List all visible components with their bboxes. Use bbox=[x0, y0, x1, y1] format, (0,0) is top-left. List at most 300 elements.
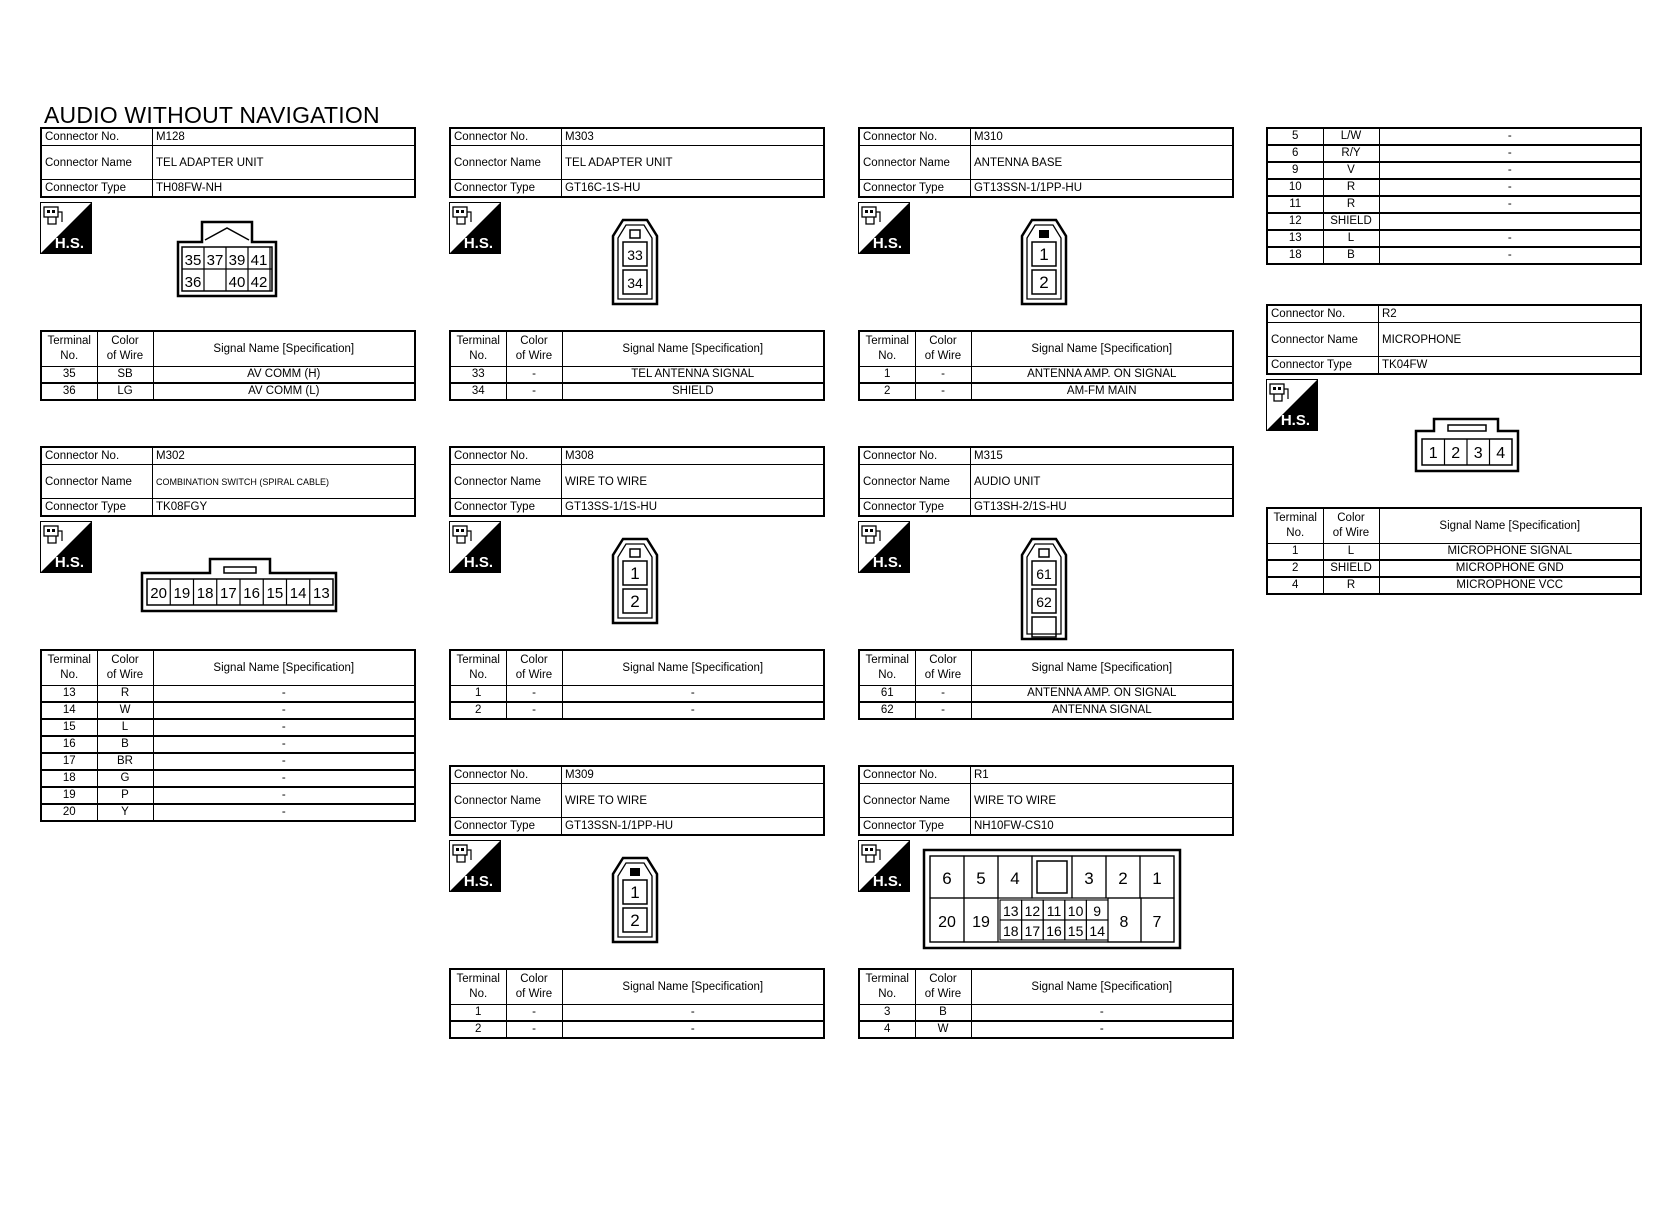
connector-no-label: Connector No. bbox=[859, 766, 971, 784]
wire-color: - bbox=[915, 702, 971, 719]
pin-number: 8 bbox=[1119, 914, 1129, 931]
pin-number: 34 bbox=[627, 275, 643, 291]
harness-side-icon bbox=[1266, 379, 1318, 431]
pin-number: 11 bbox=[1046, 903, 1062, 919]
table-row bbox=[450, 702, 824, 719]
wire-color: - bbox=[915, 367, 971, 384]
table-header-row bbox=[859, 331, 1233, 367]
connector-type-value: GT13SH-2/1S-HU bbox=[971, 499, 1234, 517]
wire-color: L bbox=[97, 719, 153, 736]
terminal-no: 12 bbox=[1267, 213, 1323, 230]
table-row bbox=[859, 686, 1233, 703]
pin-number: 4 bbox=[1496, 445, 1506, 462]
pin-number: 13 bbox=[313, 585, 330, 602]
signal-name: AV COMM (L) bbox=[153, 383, 415, 400]
signal-name-header: Signal Name [Specification] bbox=[562, 650, 824, 686]
terminal-no: 34 bbox=[450, 383, 506, 400]
terminal-no-header: Terminal No. bbox=[859, 331, 915, 367]
connector-no-label: Connector No. bbox=[450, 766, 562, 784]
wire-color: R bbox=[97, 686, 153, 703]
wire-color: - bbox=[506, 367, 562, 384]
signal-name: - bbox=[153, 719, 415, 736]
wire-color: SHIELD bbox=[1323, 213, 1379, 230]
table-row bbox=[41, 804, 415, 821]
pin-number: 17 bbox=[220, 585, 237, 602]
wire-color: R bbox=[1323, 179, 1379, 196]
terminal-signal-table bbox=[1266, 127, 1642, 265]
connector-name-value: MICROPHONE bbox=[1379, 323, 1642, 357]
connector-type-value: TH08FW-NH bbox=[153, 180, 416, 198]
signal-name: SHIELD bbox=[562, 383, 824, 400]
signal-name: - bbox=[1379, 196, 1641, 213]
terminal-no: 6 bbox=[1267, 145, 1323, 162]
table-row bbox=[450, 1021, 824, 1038]
connector-type-value: NH10FW-CS10 bbox=[971, 818, 1234, 836]
wire-color: SB bbox=[97, 367, 153, 384]
terminal-no: 3 bbox=[859, 1005, 915, 1022]
table-header-row bbox=[450, 331, 824, 367]
pin-number: 1 bbox=[1152, 869, 1162, 888]
hs-label: H.S. bbox=[463, 235, 493, 252]
pin-number: 15 bbox=[1067, 923, 1084, 939]
wire-color: L bbox=[1323, 230, 1379, 247]
pin-number: 7 bbox=[1152, 914, 1162, 931]
terminal-no-header: Terminal No. bbox=[450, 650, 506, 686]
pin-number: 37 bbox=[206, 252, 224, 269]
connector-block-m303 bbox=[449, 127, 825, 401]
signal-name: - bbox=[153, 787, 415, 804]
terminal-no-header: Terminal No. bbox=[859, 969, 915, 1005]
connector-no-label: Connector No. bbox=[450, 128, 562, 146]
pin-number: 19 bbox=[173, 585, 191, 602]
signal-name: - bbox=[1379, 230, 1641, 247]
connector-header-table bbox=[40, 446, 416, 517]
connector-no-label: Connector No. bbox=[41, 128, 153, 146]
pin-number: 16 bbox=[1046, 923, 1062, 939]
connector-diagram bbox=[858, 517, 1234, 649]
pin-number: 62 bbox=[1036, 594, 1052, 610]
table-row bbox=[41, 367, 415, 384]
pin-number: 36 bbox=[184, 274, 202, 291]
pin-number: 3 bbox=[1473, 445, 1483, 462]
table-row bbox=[1267, 544, 1641, 561]
connector-no-value: M128 bbox=[153, 128, 416, 146]
connector-no-value: M303 bbox=[562, 128, 825, 146]
table-header-row bbox=[450, 969, 824, 1005]
terminal-signal-table bbox=[858, 968, 1234, 1039]
signal-name: - bbox=[153, 736, 415, 753]
terminal-no-header: Terminal No. bbox=[450, 969, 506, 1005]
connector-no-label: Connector No. bbox=[41, 447, 153, 465]
terminal-no: 1 bbox=[859, 367, 915, 384]
connector-type-value: GT16C-1S-HU bbox=[562, 180, 825, 198]
connector-no-label: Connector No. bbox=[859, 128, 971, 146]
signal-name: TEL ANTENNA SIGNAL bbox=[562, 367, 824, 384]
connector-no-value: R2 bbox=[1379, 305, 1642, 323]
pin-number: 20 bbox=[150, 585, 167, 602]
signal-name: - bbox=[153, 804, 415, 821]
pin-number: 14 bbox=[1089, 923, 1105, 939]
pin-number: 17 bbox=[1024, 923, 1041, 939]
connector-face-r2 bbox=[1412, 417, 1522, 473]
signal-name: - bbox=[562, 686, 824, 703]
connector-face-m309 bbox=[609, 856, 661, 944]
wire-color: R/Y bbox=[1323, 145, 1379, 162]
terminal-no: 33 bbox=[450, 367, 506, 384]
pin-number: 19 bbox=[972, 914, 990, 931]
signal-name-header: Signal Name [Specification] bbox=[153, 650, 415, 686]
table-row bbox=[1267, 128, 1641, 145]
table-row bbox=[41, 753, 415, 770]
connector-type-label: Connector Type bbox=[450, 818, 562, 836]
terminal-no-header: Terminal No. bbox=[41, 331, 97, 367]
connector-type-value: GT13SSN-1/1PP-HU bbox=[562, 818, 825, 836]
terminal-no: 1 bbox=[1267, 544, 1323, 561]
terminal-no: 16 bbox=[41, 736, 97, 753]
terminal-no: 18 bbox=[1267, 247, 1323, 264]
terminal-no: 17 bbox=[41, 753, 97, 770]
terminal-no: 61 bbox=[859, 686, 915, 703]
connector-header-table bbox=[449, 127, 825, 198]
terminal-no: 36 bbox=[41, 383, 97, 400]
signal-name: - bbox=[153, 702, 415, 719]
color-of-wire-header: Color of Wire bbox=[506, 650, 562, 686]
hs-label: H.S. bbox=[54, 554, 84, 571]
table-row bbox=[41, 719, 415, 736]
signal-name-header: Signal Name [Specification] bbox=[971, 969, 1233, 1005]
terminal-no: 5 bbox=[1267, 128, 1323, 145]
table-header-row bbox=[859, 650, 1233, 686]
terminal-no: 2 bbox=[450, 702, 506, 719]
table-header-row bbox=[859, 969, 1233, 1005]
connector-name-label: Connector Name bbox=[859, 465, 971, 499]
terminal-no: 2 bbox=[450, 1021, 506, 1038]
terminal-no: 35 bbox=[41, 367, 97, 384]
wire-color: B bbox=[97, 736, 153, 753]
pin-number: 18 bbox=[1003, 923, 1019, 939]
wire-color: - bbox=[915, 383, 971, 400]
connector-face-r1 bbox=[922, 848, 1182, 950]
terminal-signal-table bbox=[858, 330, 1234, 401]
pin-number: 6 bbox=[942, 869, 952, 888]
color-of-wire-header: Color of Wire bbox=[915, 331, 971, 367]
color-of-wire-header: Color of Wire bbox=[97, 331, 153, 367]
connector-type-label: Connector Type bbox=[859, 499, 971, 517]
connector-block-r1 bbox=[858, 765, 1234, 1039]
wire-color: W bbox=[915, 1021, 971, 1038]
table-row bbox=[1267, 247, 1641, 264]
wire-color: L bbox=[1323, 544, 1379, 561]
terminal-signal-table bbox=[858, 649, 1234, 720]
pin-number: 2 bbox=[1039, 273, 1049, 292]
connector-face-m315 bbox=[1018, 537, 1070, 641]
color-of-wire-header: Color of Wire bbox=[506, 969, 562, 1005]
connector-name-value: COMBINATION SWITCH (SPIRAL CABLE) bbox=[153, 465, 416, 499]
pin-number: 1 bbox=[1428, 445, 1438, 462]
connector-name-value: WIRE TO WIRE bbox=[971, 784, 1234, 818]
connector-block-m128 bbox=[40, 127, 416, 401]
terminal-no: 19 bbox=[41, 787, 97, 804]
pin-number: 42 bbox=[250, 274, 268, 291]
hs-label: H.S. bbox=[1280, 412, 1310, 429]
pin-number: 2 bbox=[1451, 445, 1461, 462]
terminal-no: 62 bbox=[859, 702, 915, 719]
signal-name: MICROPHONE VCC bbox=[1379, 577, 1641, 594]
table-row bbox=[859, 383, 1233, 400]
wire-color: R bbox=[1323, 577, 1379, 594]
connector-diagram bbox=[858, 836, 1234, 968]
connector-name-value: WIRE TO WIRE bbox=[562, 784, 825, 818]
pin-number: 3 bbox=[1084, 869, 1094, 888]
connector-block-m310 bbox=[858, 127, 1234, 401]
table-row bbox=[859, 1005, 1233, 1022]
wire-color: - bbox=[506, 686, 562, 703]
connector-no-label: Connector No. bbox=[859, 447, 971, 465]
signal-name: - bbox=[153, 753, 415, 770]
wire-color: - bbox=[506, 1005, 562, 1022]
table-row bbox=[450, 383, 824, 400]
hs-label: H.S. bbox=[872, 235, 902, 252]
terminal-no: 20 bbox=[41, 804, 97, 821]
connector-name-value: AUDIO UNIT bbox=[971, 465, 1234, 499]
pin-number: 15 bbox=[266, 585, 284, 602]
table-row bbox=[1267, 196, 1641, 213]
connector-name-value: WIRE TO WIRE bbox=[562, 465, 825, 499]
connector-no-value: M309 bbox=[562, 766, 825, 784]
terminal-no-header: Terminal No. bbox=[859, 650, 915, 686]
connector-header-table bbox=[858, 765, 1234, 836]
signal-name: - bbox=[562, 1005, 824, 1022]
signal-name: - bbox=[971, 1021, 1233, 1038]
connector-type-label: Connector Type bbox=[1267, 357, 1379, 375]
table-row bbox=[1267, 560, 1641, 577]
wire-color: - bbox=[506, 383, 562, 400]
hs-label: H.S. bbox=[463, 554, 493, 571]
table-header-row bbox=[41, 650, 415, 686]
signal-name: - bbox=[971, 1005, 1233, 1022]
terminal-no-header: Terminal No. bbox=[1267, 508, 1323, 544]
wire-color: B bbox=[1323, 247, 1379, 264]
connector-no-label: Connector No. bbox=[450, 447, 562, 465]
wire-color: SHIELD bbox=[1323, 560, 1379, 577]
wire-color: V bbox=[1323, 162, 1379, 179]
connector-type-label: Connector Type bbox=[859, 180, 971, 198]
connector-diagram bbox=[1266, 375, 1642, 507]
signal-name: - bbox=[1379, 162, 1641, 179]
connector-header-table bbox=[858, 446, 1234, 517]
terminal-no: 1 bbox=[450, 1005, 506, 1022]
connector-block-m302 bbox=[40, 446, 416, 822]
connector-header-table bbox=[449, 765, 825, 836]
connector-header-table bbox=[449, 446, 825, 517]
pin-number: 9 bbox=[1093, 903, 1102, 919]
pin-number: 13 bbox=[1003, 903, 1019, 919]
pin-number: 61 bbox=[1036, 566, 1052, 582]
table-header-row bbox=[1267, 508, 1641, 544]
signal-name: ANTENNA AMP. ON SIGNAL bbox=[971, 686, 1233, 703]
terminal-no: 13 bbox=[41, 686, 97, 703]
signal-name: - bbox=[1379, 145, 1641, 162]
signal-name: MICROPHONE SIGNAL bbox=[1379, 544, 1641, 561]
table-row bbox=[1267, 145, 1641, 162]
pin-number: 1 bbox=[630, 564, 640, 583]
connector-diagram bbox=[449, 198, 825, 330]
signal-name-header: Signal Name [Specification] bbox=[153, 331, 415, 367]
pin-number: 2 bbox=[1118, 869, 1128, 888]
terminal-no: 10 bbox=[1267, 179, 1323, 196]
wire-color: Y bbox=[97, 804, 153, 821]
terminal-no-header: Terminal No. bbox=[41, 650, 97, 686]
table-row bbox=[1267, 213, 1641, 230]
pin-number: 2 bbox=[630, 592, 640, 611]
table-row bbox=[1267, 230, 1641, 247]
wire-color: P bbox=[97, 787, 153, 804]
table-row bbox=[1267, 577, 1641, 594]
connector-type-value: GT13SS-1/1S-HU bbox=[562, 499, 825, 517]
signal-name: MICROPHONE GND bbox=[1379, 560, 1641, 577]
connector-diagram bbox=[40, 198, 416, 330]
table-row bbox=[450, 686, 824, 703]
connector-name-value: TEL ADAPTER UNIT bbox=[562, 146, 825, 180]
wire-color: - bbox=[506, 1021, 562, 1038]
connector-no-value: M308 bbox=[562, 447, 825, 465]
color-of-wire-header: Color of Wire bbox=[506, 331, 562, 367]
connector-face-m303 bbox=[609, 218, 661, 306]
connector-name-label: Connector Name bbox=[41, 146, 153, 180]
connector-name-value: ANTENNA BASE bbox=[971, 146, 1234, 180]
pin-number: 33 bbox=[627, 247, 643, 263]
wire-color: - bbox=[915, 686, 971, 703]
wire-color: - bbox=[506, 702, 562, 719]
signal-name-header: Signal Name [Specification] bbox=[971, 650, 1233, 686]
signal-name: AM-FM MAIN bbox=[971, 383, 1233, 400]
pin-number: 39 bbox=[228, 252, 246, 269]
connector-name-label: Connector Name bbox=[450, 146, 562, 180]
pin-number: 35 bbox=[184, 252, 202, 269]
signal-name: - bbox=[1379, 128, 1641, 145]
terminal-signal-table bbox=[40, 649, 416, 822]
terminal-signal-table bbox=[40, 330, 416, 401]
connector-no-label: Connector No. bbox=[1267, 305, 1379, 323]
connector-no-value: M310 bbox=[971, 128, 1234, 146]
harness-side-icon bbox=[858, 840, 910, 892]
connector-type-label: Connector Type bbox=[450, 499, 562, 517]
table-row bbox=[41, 383, 415, 400]
connector-header-table bbox=[858, 127, 1234, 198]
pin-number: 40 bbox=[228, 274, 246, 291]
terminal-no: 14 bbox=[41, 702, 97, 719]
terminal-signal-table bbox=[449, 330, 825, 401]
connector-no-value: R1 bbox=[971, 766, 1234, 784]
wire-color: BR bbox=[97, 753, 153, 770]
wire-color: R bbox=[1323, 196, 1379, 213]
harness-side-icon bbox=[858, 521, 910, 573]
signal-name: - bbox=[1379, 247, 1641, 264]
connector-block-m308 bbox=[449, 446, 825, 720]
pin-number: 14 bbox=[289, 585, 307, 602]
table-row bbox=[450, 1005, 824, 1022]
pin-number: 16 bbox=[243, 585, 260, 602]
signal-name bbox=[1379, 213, 1641, 230]
pin-number: 20 bbox=[938, 914, 956, 931]
terminal-no: 2 bbox=[1267, 560, 1323, 577]
hs-label: H.S. bbox=[54, 235, 84, 252]
pin-number: 18 bbox=[196, 585, 214, 602]
harness-side-icon bbox=[40, 521, 92, 573]
terminal-table-continued bbox=[1266, 127, 1642, 265]
connector-type-label: Connector Type bbox=[41, 499, 153, 517]
terminal-no-header: Terminal No. bbox=[450, 331, 506, 367]
signal-name: - bbox=[153, 770, 415, 787]
terminal-no: 1 bbox=[450, 686, 506, 703]
pin-number: 2 bbox=[630, 911, 640, 930]
connector-diagram bbox=[40, 517, 416, 649]
signal-name: - bbox=[1379, 179, 1641, 196]
signal-name: - bbox=[562, 1021, 824, 1038]
wire-color: LG bbox=[97, 383, 153, 400]
connector-type-label: Connector Type bbox=[450, 180, 562, 198]
terminal-signal-table bbox=[449, 649, 825, 720]
connector-type-label: Connector Type bbox=[859, 818, 971, 836]
wire-color: B bbox=[915, 1005, 971, 1022]
harness-side-icon bbox=[858, 202, 910, 254]
harness-side-icon bbox=[449, 202, 501, 254]
harness-side-icon bbox=[449, 521, 501, 573]
table-row bbox=[1267, 162, 1641, 179]
color-of-wire-header: Color of Wire bbox=[915, 969, 971, 1005]
pin-number: 10 bbox=[1067, 903, 1084, 919]
connector-type-label: Connector Type bbox=[41, 180, 153, 198]
connector-no-value: M315 bbox=[971, 447, 1234, 465]
table-row bbox=[41, 770, 415, 787]
color-of-wire-header: Color of Wire bbox=[97, 650, 153, 686]
pin-number: 4 bbox=[1010, 869, 1020, 888]
wire-color: G bbox=[97, 770, 153, 787]
connector-diagram bbox=[449, 517, 825, 649]
signal-name-header: Signal Name [Specification] bbox=[562, 969, 824, 1005]
connector-header-table bbox=[40, 127, 416, 198]
terminal-no: 2 bbox=[859, 383, 915, 400]
color-of-wire-header: Color of Wire bbox=[1323, 508, 1379, 544]
connector-type-value: GT13SSN-1/1PP-HU bbox=[971, 180, 1234, 198]
terminal-no: 15 bbox=[41, 719, 97, 736]
hs-label: H.S. bbox=[463, 873, 493, 890]
table-row bbox=[450, 367, 824, 384]
pin-number: 5 bbox=[976, 869, 986, 888]
connector-block-m309 bbox=[449, 765, 825, 1039]
pin-number: 1 bbox=[1039, 245, 1049, 264]
pin-number: 41 bbox=[250, 252, 268, 269]
connector-name-label: Connector Name bbox=[1267, 323, 1379, 357]
connector-diagram bbox=[449, 836, 825, 968]
table-row bbox=[41, 702, 415, 719]
signal-name-header: Signal Name [Specification] bbox=[562, 331, 824, 367]
connector-name-value: TEL ADAPTER UNIT bbox=[153, 146, 416, 180]
terminal-no: 4 bbox=[859, 1021, 915, 1038]
connector-name-label: Connector Name bbox=[41, 465, 153, 499]
connector-block-r2 bbox=[1266, 304, 1642, 595]
table-row bbox=[1267, 179, 1641, 196]
table-row bbox=[859, 1021, 1233, 1038]
wire-color: L/W bbox=[1323, 128, 1379, 145]
signal-name-header: Signal Name [Specification] bbox=[971, 331, 1233, 367]
table-header-row bbox=[41, 331, 415, 367]
table-row bbox=[859, 367, 1233, 384]
connector-face-m302 bbox=[140, 557, 340, 613]
signal-name: ANTENNA SIGNAL bbox=[971, 702, 1233, 719]
terminal-no: 18 bbox=[41, 770, 97, 787]
connector-block-m315 bbox=[858, 446, 1234, 720]
